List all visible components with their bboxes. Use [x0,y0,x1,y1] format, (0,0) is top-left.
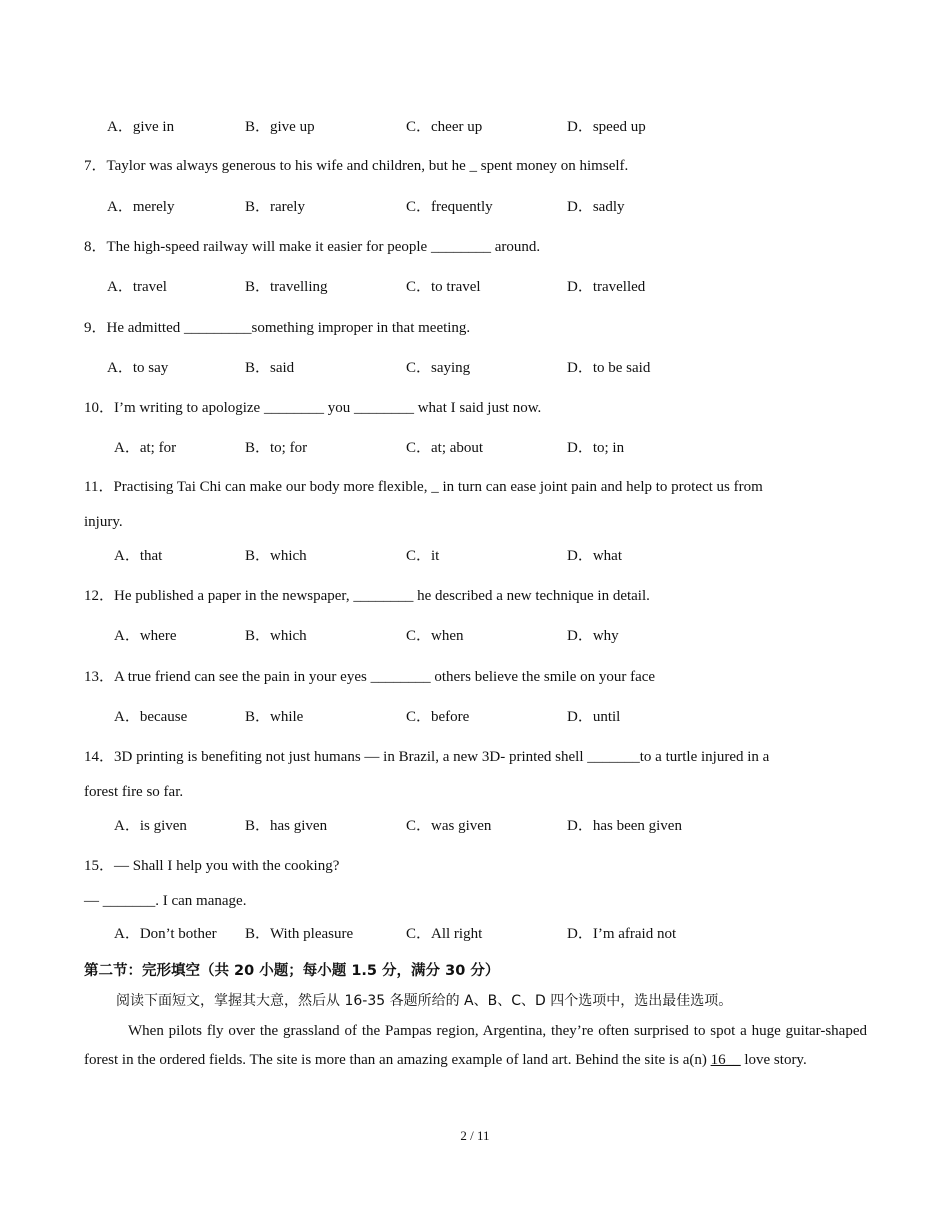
q10-stem: 10．I’m writing to apologize ________ you ________ what I said just now. [84,400,542,416]
q9-option-d: D．to be said [567,360,651,376]
q7-option-a: A．merely [107,199,175,215]
q8-option-b: B．travelling [245,279,328,295]
q10-option-c: C．at; about [406,440,484,456]
q7-blank: _ [469,158,478,174]
q10-options [0,438,950,458]
q12-option-c: C．when [406,628,464,644]
q15-options [0,924,950,944]
q15-option-a: A．Don’t bother [114,926,217,942]
q14-stem-continued: forest fire so far. [84,784,184,800]
page-number: 2 / 11 [460,1128,490,1143]
q7-option-b: B．rarely [245,199,305,215]
q6-options [0,117,950,137]
q7-option-d: D．sadly [567,199,625,215]
q14-option-a: A．is given [114,818,187,834]
q6-option-a: A．give in [107,119,175,135]
q8-option-d: D．travelled [567,279,646,295]
q9-stem: 9．He admitted _________something improper in that meeting. [84,320,471,336]
q9-option-a: A．to say [107,360,169,376]
q11-stem-continued: injury. [84,514,123,530]
q7-stem: 7．Taylor was always generous to his wife and children, but he _ spent money on himself. [84,158,629,174]
q8-option-a: A．travel [107,279,167,295]
q15-option-d: D．I’m afraid not [567,926,677,942]
q14-option-c: C．was given [406,818,492,834]
q14-options [0,816,950,836]
q6-option-c: C．cheer up [406,119,483,135]
q8-option-c: C．to travel [406,279,481,295]
cloze-passage: When pilots fly over the grassland of the Pampas region, Argentina, they’re often surprised to spot a huge guitar-shaped forest in the ordered fields. The site is more than an amazing example of land art. Behind the site is a(n) 16__ love story. [84,1023,867,1068]
q15-reply: — _______. I can manage. [84,893,247,909]
q14-option-d: D．has been given [567,818,682,834]
q13-option-b: B．while [245,709,304,725]
section-heading: 第二节：完形填空（共 20 小题；每小题 1.5 分，满分 30 分） [84,963,500,979]
q13-option-a: A．because [114,709,188,725]
q6-option-d: D．speed up [567,119,646,135]
q15-stem: 15．— Shall I help you with the cooking? [84,858,340,874]
q7-options [0,197,950,217]
q10-option-a: A．at; for [114,440,177,456]
q9-option-c: C．saying [406,360,471,376]
q7-option-c: C．frequently [406,199,493,215]
cloze-blank-16: 16__ [710,1051,741,1068]
q11-blank: _ [431,479,439,495]
q13-option-c: C．before [406,709,470,725]
q10-option-d: D．to; in [567,440,625,456]
q9-options [0,358,950,378]
q11-options [0,546,950,566]
q8-options [0,277,950,297]
q13-stem: 13．A true friend can see the pain in your eyes ________ others believe the smile on your face [84,669,656,685]
q13-option-d: D．until [567,709,621,725]
q14-option-b: B．has given [245,818,328,834]
q11-option-c: C．it [406,548,440,564]
q6-option-b: B．give up [245,119,315,135]
q9-option-b: B．said [245,360,295,376]
q14-stem: 14．3D printing is benefiting not just humans — in Brazil, a new 3D- printed shell _______to a turtle injured in a [84,749,770,765]
q12-option-d: D．why [567,628,619,644]
q12-options [0,626,950,646]
q15-option-b: B．With pleasure [245,926,354,942]
q11-option-b: B．which [245,548,307,564]
section-instruction: 阅读下面短文，掌握其大意，然后从 16-35 各题所给的 A、B、C、D 四个选项中，选出最佳选项。 [116,993,733,1009]
q11-option-a: A．that [114,548,163,564]
q12-option-a: A．where [114,628,177,644]
q12-option-b: B．which [245,628,307,644]
q13-options [0,707,950,727]
q10-option-b: B．to; for [245,440,308,456]
q11-option-d: D．what [567,548,622,564]
q12-stem: 12．He published a paper in the newspaper, ________ he described a new technique in detail. [84,588,650,604]
q11-stem: 11．Practising Tai Chi can make our body more flexible, _ in turn can ease joint pain and help to protect us from [84,479,763,495]
q8-stem: 8．The high-speed railway will make it easier for people ________ around. [84,239,541,255]
q15-option-c: C．All right [406,926,483,942]
